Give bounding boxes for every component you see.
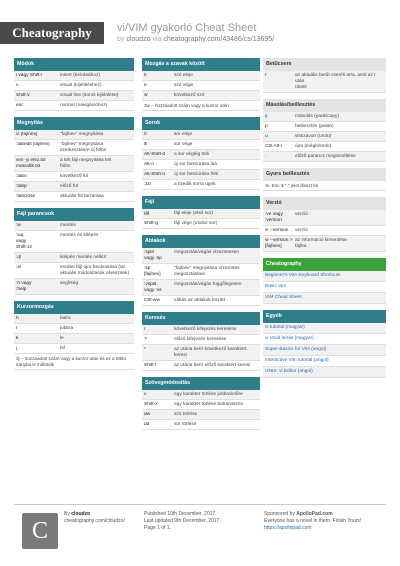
command-key: * [144, 346, 146, 352]
command-key: ? [144, 336, 147, 342]
table-row [14, 81, 134, 91]
command-description: a sor végéig törli [174, 151, 210, 157]
section-header: Módok [14, 58, 134, 71]
section [142, 117, 260, 190]
table-row [14, 101, 134, 111]
command-description: egy karakter törlése jobbra/előre [174, 391, 243, 397]
section-header: Cheatography [263, 258, 386, 271]
section-header: Másolás/beillesztés [263, 99, 386, 112]
table-row [142, 170, 260, 180]
command-key: vi --version > [fajlnev] [265, 237, 293, 249]
table-row [14, 172, 134, 182]
section-header: Ablakok [142, 235, 260, 248]
command-key: vim -p elso.txt masodik.txt [16, 157, 46, 169]
command-key: vi [fajlnev] [16, 131, 38, 137]
section-header: Mozgás a szavak között [142, 58, 260, 71]
command-key: Alt-o [144, 161, 154, 167]
table-row [142, 325, 260, 335]
table-row [263, 152, 386, 162]
command-description: beillesztés (paste) [295, 123, 334, 129]
command-key: j [16, 345, 18, 351]
command-key: . [265, 153, 267, 159]
command-description: mentés és kilépés [60, 232, 99, 238]
table-row [14, 130, 134, 140]
section-note: Si- Esc $ "-" jelet illeszt be [263, 181, 386, 191]
table-row [14, 156, 134, 172]
published-date: Published 10th December, 2017. [144, 511, 217, 517]
command-description: az utána beírt következő karaktert keresi [174, 346, 247, 358]
table-row [14, 140, 134, 156]
footer-author-url[interactable]: cheatography.com/cloudzo/ [64, 518, 125, 524]
command-key: Ctrl-ww [144, 297, 160, 303]
table-row [14, 324, 134, 334]
table-row [14, 253, 134, 263]
section-header: Egyéb [263, 310, 386, 323]
command-description: normal (navigációhoz) [60, 102, 108, 108]
column-2 [142, 58, 260, 436]
updated-date: Last updated 9th December, 2017. [144, 518, 221, 524]
section-header: Fájl [142, 196, 260, 209]
command-description: következő szó [174, 92, 205, 98]
table-row [263, 112, 386, 122]
resource-link[interactable]: vi rövid leírás (magyar) [263, 334, 386, 345]
command-key: :q! [16, 254, 22, 260]
command-description: mentés [60, 222, 76, 228]
command-key: vi --version [265, 227, 289, 233]
table-row [263, 142, 386, 152]
command-key: i vagy Shift-i [16, 72, 43, 78]
table-row [142, 219, 260, 229]
resource-link[interactable]: Super-Basics for Vim (angol) [263, 345, 386, 356]
command-key: p [265, 123, 268, 129]
table-row [142, 248, 260, 264]
command-key: :wq vagy Shift-zz [16, 232, 32, 250]
command-key: y [265, 113, 268, 119]
resource-link[interactable]: VIM Cheat Sheet [263, 293, 386, 304]
section [263, 168, 386, 191]
author-link[interactable]: cloudzo [126, 36, 151, 43]
command-key: :e! [16, 264, 22, 270]
command-description: előző fül [60, 183, 78, 189]
command-key: w [144, 92, 148, 98]
table-row [142, 81, 260, 91]
command-description: fájl vége (utolsó sor) [174, 220, 218, 226]
command-key: :tabclose [16, 193, 36, 199]
resource-link[interactable]: vi tutorial (magyar) [263, 323, 386, 334]
table-row [14, 344, 134, 354]
command-key: dd [144, 421, 150, 427]
section-header: Keresés [142, 312, 260, 325]
command-description: visual (kijelöléshez) [60, 82, 102, 88]
section-header: Verzió [263, 197, 386, 210]
footer-author-name[interactable]: cloudzo [71, 511, 91, 517]
command-key: :ve vagy :version [265, 211, 283, 223]
section-header: Kurzormozgás [14, 301, 134, 314]
command-key: gg [144, 210, 150, 216]
command-key: 0 [144, 131, 147, 137]
source-link[interactable]: cheatography.com/43486/cs/13695/ [163, 36, 275, 43]
command-key: b [144, 72, 147, 78]
section [263, 258, 386, 304]
section-header: Sorok [142, 117, 260, 130]
command-key: k [16, 335, 19, 341]
command-key: :tabn [16, 173, 27, 179]
command-key: $ [144, 141, 147, 147]
command-description: következő fül [60, 173, 88, 179]
section [142, 58, 260, 111]
command-description: egy karakter törlése balra/vissza [174, 401, 243, 407]
table-row [263, 132, 386, 142]
sponsor-name[interactable]: ApolloPad.com [296, 511, 333, 517]
sponsor-text: Everyone has a novel in them. Finish Yours! [264, 518, 362, 524]
section-header: Fájl parancsok [14, 208, 134, 221]
table-row [14, 279, 134, 295]
command-description: váltás az ablakok között [174, 297, 225, 303]
byline [117, 36, 274, 43]
command-description: verzió [295, 227, 308, 233]
command-description: segítség [60, 280, 79, 286]
table-row [142, 335, 260, 345]
command-description: újra (mégis/redo) [295, 143, 332, 149]
table-row [142, 91, 260, 101]
command-key: r [265, 72, 267, 78]
sponsor-label: Sponsored by [264, 511, 295, 517]
section [14, 301, 134, 370]
command-description: fájl eleje (első sor) [174, 210, 213, 216]
section [14, 117, 134, 202]
command-description: "fajlnev" megnyitása szerkesztésre új fülön [60, 141, 107, 153]
table-row [142, 264, 260, 280]
section-header: Betűcsere [263, 58, 386, 71]
command-key: :h vagy :help [16, 280, 32, 292]
table-row [142, 140, 260, 150]
command-key: Alt-Shift-o [144, 171, 166, 177]
command-key: Ctrl Alt-r [265, 143, 283, 149]
command-description: visual line (sorok kijelölése) [60, 92, 119, 98]
table-row [142, 400, 260, 410]
page-count: Page 1 of 1. [144, 525, 171, 531]
section-header: Megnyitás [14, 117, 134, 130]
by-label: by [117, 36, 125, 43]
section [14, 208, 134, 295]
table-row [14, 182, 134, 192]
table-row [142, 296, 260, 306]
table-row [263, 236, 386, 252]
command-description: megosztás/vágás vízszintesen [174, 249, 240, 255]
table-row [14, 221, 134, 231]
section-note: 3w – hozzáadott szám vagy a kurzor után [142, 101, 260, 111]
table-row [142, 345, 260, 361]
command-description: sor törlése [174, 421, 197, 427]
page-header [0, 0, 400, 56]
command-description: jobbra [60, 325, 74, 331]
command-key: :tabp [16, 183, 27, 189]
command-key: :split vagy :sp [144, 249, 162, 261]
command-description: következő kifejezés keresése [174, 326, 237, 332]
table-row [142, 280, 260, 296]
column-1 [14, 58, 134, 376]
table-row [263, 122, 386, 132]
command-key: Shift-g [144, 220, 158, 226]
command-description: "fajlnev" megnyitása vízszintes megosztásban [174, 265, 240, 277]
table-row [14, 192, 134, 202]
table-row [142, 410, 260, 420]
section [263, 58, 386, 93]
command-key: h [16, 315, 19, 321]
author-avatar[interactable]: C [22, 513, 58, 549]
command-description: szó törlése [174, 411, 198, 417]
section [263, 99, 386, 162]
footer-by: By [64, 511, 70, 517]
section [142, 312, 260, 371]
command-description: kilépés mentés nélkül [60, 254, 106, 260]
command-key: Alt-Shift-d [144, 151, 166, 157]
command-key: u [265, 133, 268, 139]
sponsor-url[interactable]: https://apollopad.com [264, 525, 312, 531]
command-key: e [144, 82, 147, 88]
command-key: dw [144, 411, 151, 417]
command-key: esc [16, 102, 24, 108]
table-row [14, 334, 134, 344]
command-description: szó eleje [174, 72, 193, 78]
section-header: Gyors beillesztés [263, 168, 386, 181]
command-description: új sor beszúrása alá [174, 161, 217, 167]
table-row [142, 150, 260, 160]
command-description: "fajlnev" megnyitása [60, 131, 104, 137]
command-description: előző kifejezés keresése [174, 336, 227, 342]
command-key: :w [16, 222, 21, 228]
table-row [142, 390, 260, 400]
section [263, 197, 386, 252]
cheatography-logo[interactable]: Cheatography [0, 22, 104, 44]
command-description: új sor beszúrása fölé [174, 171, 219, 177]
command-key: / [144, 326, 146, 332]
command-description: sor eleje [174, 131, 193, 137]
section [14, 58, 134, 111]
section [142, 377, 260, 430]
table-row [14, 91, 134, 101]
section [142, 196, 260, 229]
table-row [142, 71, 260, 81]
table-row [142, 361, 260, 371]
table-row [263, 226, 386, 236]
table-row [14, 263, 134, 279]
table-row [142, 209, 260, 219]
table-row [14, 314, 134, 324]
section [142, 235, 260, 306]
command-description: le [60, 335, 64, 341]
table-row [14, 231, 134, 253]
footer-dates [144, 511, 221, 532]
command-description: az utána beírt előző karaktert keresi [174, 362, 251, 368]
command-key: x [144, 391, 147, 397]
command-description: az információ kimentése fájlba [295, 237, 347, 249]
command-key: l [16, 325, 18, 331]
command-description: fel [60, 345, 66, 351]
command-description: megosztás/vágás függőlegesen [174, 281, 242, 287]
command-description: másolás (yank/copy) [295, 113, 339, 119]
command-description: insert (beírásához) [60, 72, 100, 78]
via-label: via [152, 36, 162, 43]
table-row [263, 71, 386, 93]
resource-link[interactable]: Beginner's Vim Keyboard Shortcuts [263, 271, 386, 282]
resource-link[interactable]: Interactive Vim tutorial (angol) [263, 356, 386, 367]
section [263, 310, 386, 378]
footer-author [64, 511, 125, 525]
command-description: a két fájl megnyitása két fülön [60, 157, 112, 169]
command-description: visszavon (undo) [295, 133, 332, 139]
section-note: 3j – hozzáadott szám vagy a kurzor után és ez a többi irányba is működik [14, 354, 134, 370]
table-row [142, 420, 260, 430]
column-3 [263, 58, 386, 384]
command-key: :sp [fajlnev] [144, 265, 161, 277]
table-row [263, 210, 386, 226]
table-row [14, 71, 134, 81]
command-description: eredeti fájl újra beolvasása (az aktuális módosítások elvesznek) [60, 264, 130, 276]
resource-link[interactable]: UNIX: vi Editor (angol) [263, 367, 386, 378]
table-row [142, 130, 260, 140]
command-key: Shift-v [16, 92, 30, 98]
command-key: Shift f [144, 362, 157, 368]
resource-link[interactable]: Basic Vim [263, 282, 386, 293]
command-key: Shift-x [144, 401, 158, 407]
command-key: :10 [144, 181, 151, 187]
page-footer [14, 504, 386, 555]
command-description: szó vége [174, 82, 194, 88]
table-row [142, 160, 260, 170]
command-description: előző parancs megismétlése [295, 153, 356, 159]
command-description: verzió [295, 211, 308, 217]
page-title: vi/VIM gyakorló Cheat Sheet [117, 22, 257, 34]
footer-sponsor [264, 511, 386, 532]
command-description: sor vége [174, 141, 193, 147]
command-key: :vsplit vagy :vs [144, 281, 162, 293]
command-key: v [16, 82, 19, 88]
command-key: :tabedit [fajlnev] [16, 141, 50, 147]
command-description: aktuális fül bezárása [60, 193, 104, 199]
section-header: Szövegmódosítás [142, 377, 260, 390]
command-description: az aktuális betűt cseréli arra, amit az r után ütünk [295, 72, 376, 90]
command-description: a tizedik sorra ugrik [174, 181, 216, 187]
command-description: balra [60, 315, 71, 321]
table-row [142, 180, 260, 190]
